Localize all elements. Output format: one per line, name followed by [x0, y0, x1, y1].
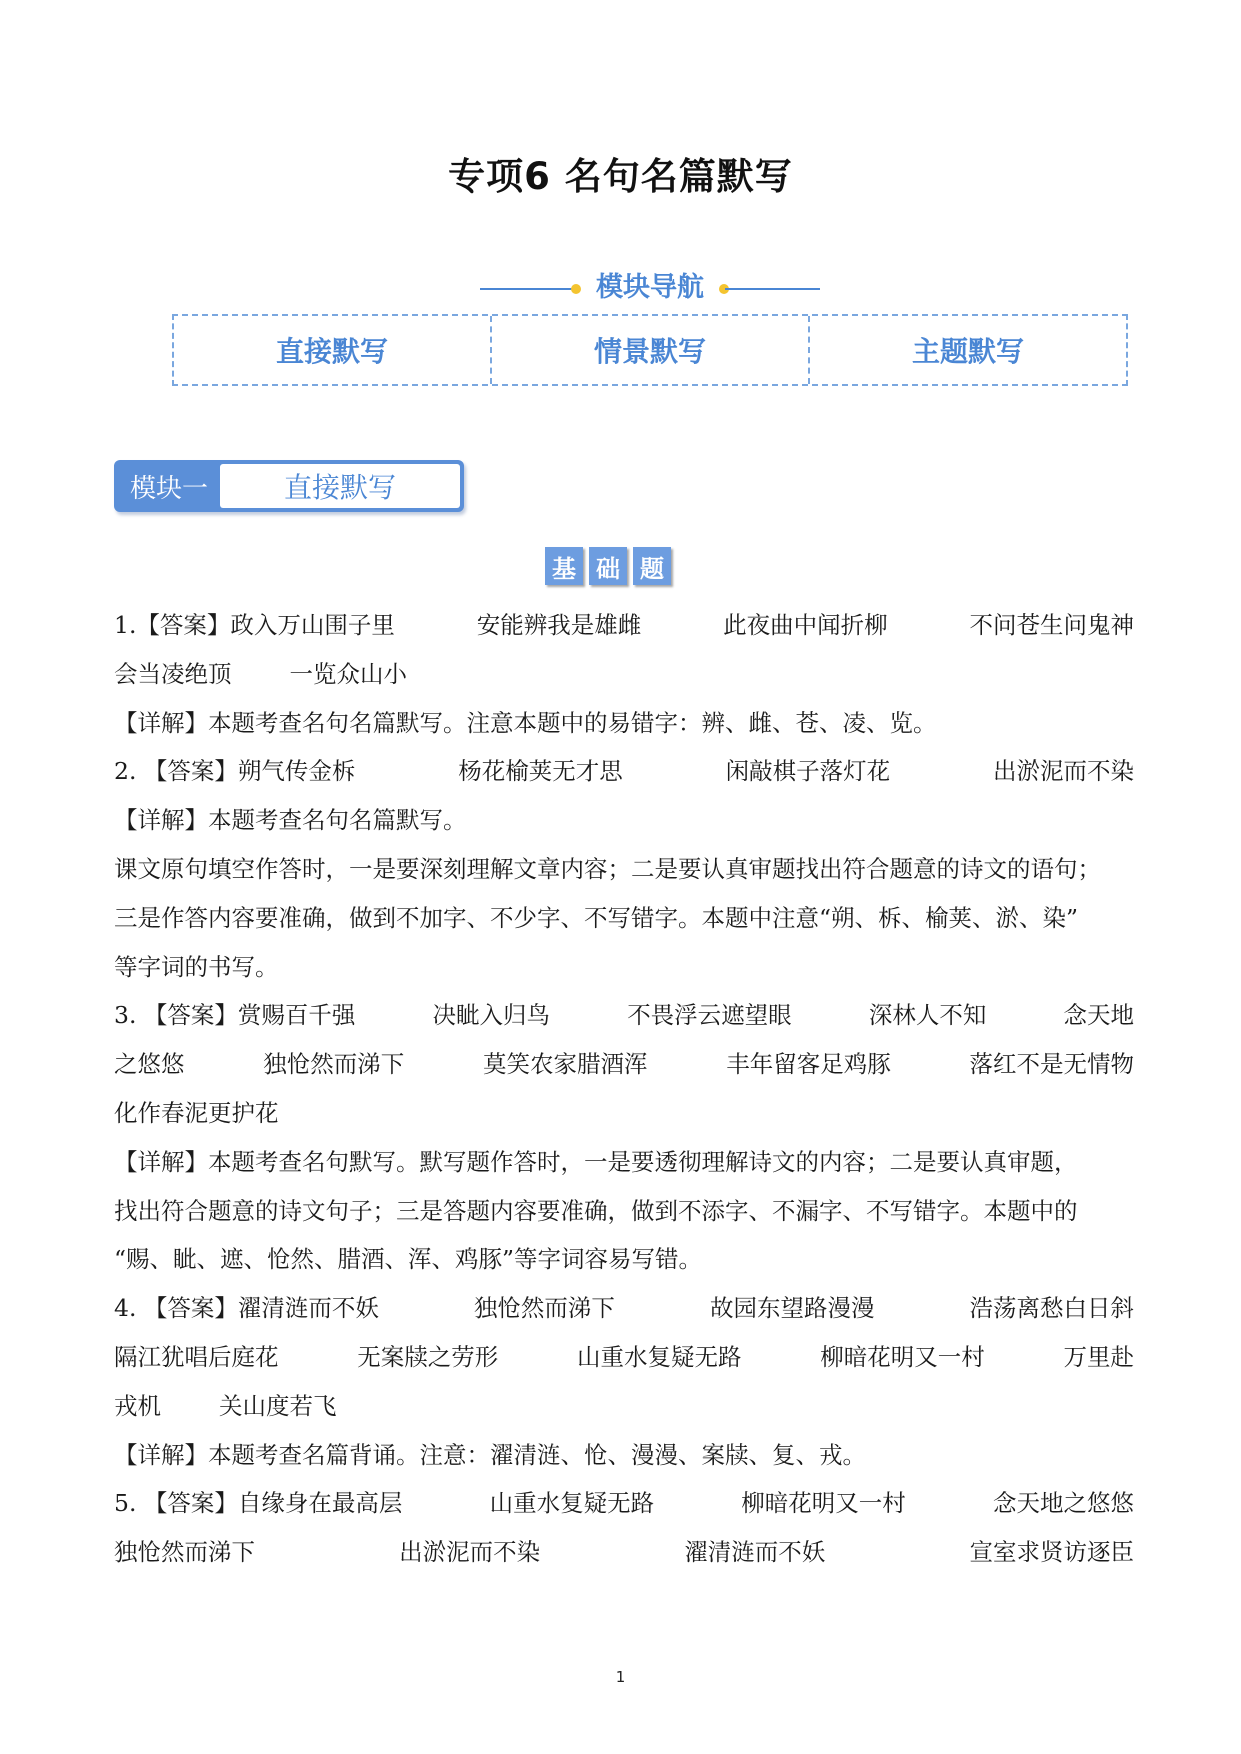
answer-segment: 【详解】本题考查名句名篇默写。 [114, 806, 467, 835]
nav-item-scenario-dictation[interactable]: 情景默写 [492, 316, 810, 384]
answer-segment: “赐、眦、遮、怆然、腊酒、浑、鸡豚”等字词容易写错。 [114, 1245, 703, 1274]
answer-content [114, 601, 1134, 1577]
text-line [114, 1187, 1134, 1236]
module-navigation-header [480, 268, 820, 308]
answer-segment: 决眦入归鸟 [432, 1001, 551, 1030]
answer-segment: 闲敲棋子落灯花 [725, 757, 891, 786]
answer-line [114, 1479, 1134, 1528]
answer-segment: 独怆然而涕下 [263, 1050, 405, 1079]
answer-segment: 化作春泥更护花 [114, 1098, 279, 1127]
module-name: 直接默写 [220, 464, 460, 508]
level-badge [545, 547, 671, 585]
text-line [114, 1089, 1134, 1138]
navigation-title: 模块导航 [596, 272, 704, 303]
answer-segment: 万里赴 [1063, 1342, 1134, 1371]
answer-line [114, 650, 1134, 699]
answer-segment: 隔江犹唱后庭花 [114, 1342, 279, 1371]
answer-segment: 不畏浮云遮望眼 [627, 1001, 792, 1030]
answer-segment: 山重水复疑无路 [489, 1489, 655, 1518]
module-banner [114, 460, 464, 512]
level-char: 题 [633, 547, 671, 585]
answer-segment: 2. 【答案】朔气传金柝 [114, 757, 356, 786]
answer-segment: 故园东望路漫漫 [709, 1294, 875, 1323]
nav-item-direct-dictation[interactable]: 直接默写 [174, 316, 492, 384]
answer-segment: 独怆然而涕下 [114, 1538, 255, 1567]
decorative-line [725, 288, 820, 290]
answer-segment: 山重水复疑无路 [577, 1342, 742, 1371]
answer-line [114, 1284, 1134, 1333]
module-navigation-table [172, 314, 1128, 386]
text-line [114, 894, 1134, 943]
answer-segment: 浩荡离愁白日斜 [969, 1294, 1134, 1323]
answer-line [114, 1040, 1134, 1089]
answer-segment: 课文原句填空作答时，一是要深刻理解文章内容；二是要认真审题找出符合题意的诗文的语句； [114, 854, 1101, 883]
answer-segment: 【详解】本题考查名篇背诵。注意：濯清涟、怆、漫漫、案牍、复、戎。 [114, 1440, 866, 1469]
answer-segment: 关山度若飞 [219, 1391, 337, 1420]
answer-segment: 【详解】本题考查名句名篇默写。注意本题中的易错字：辨、雌、苍、凌、览。 [114, 708, 937, 737]
text-line [114, 943, 1134, 992]
answer-segment: 5. 【答案】自缘身在最高层 [114, 1489, 403, 1518]
answer-segment: 1.【答案】政入万山围子里 [114, 611, 395, 639]
level-char: 基 [545, 547, 583, 585]
answer-segment: 濯清涟而不妖 [684, 1538, 826, 1567]
answer-line [114, 747, 1134, 796]
answer-segment: 一览众山小 [289, 659, 407, 688]
answer-segment: 杨花榆荚无才思 [458, 757, 623, 786]
answer-line [114, 1528, 1134, 1577]
answer-segment: 会当凌绝顶 [114, 659, 232, 688]
answer-segment: 无案牍之劳形 [357, 1342, 499, 1371]
text-line [114, 699, 1134, 748]
page-title: 专项6 名句名篇默写 [448, 155, 793, 198]
answer-segment: 出淤泥而不染 [992, 757, 1134, 786]
answer-segment: 三是作答内容要准确，做到不加字、不少字、不写错字。本题中注意“朔、柝、榆荚、淤、染” [114, 903, 1079, 932]
nav-item-theme-dictation[interactable]: 主题默写 [911, 335, 1024, 368]
level-char: 础 [589, 547, 627, 585]
answer-segment: 落红不是无情物 [969, 1050, 1134, 1079]
answer-segment: 【详解】本题考查名句默写。默写题作答时，一是要透彻理解诗文的内容；二是要认真审题， [114, 1147, 1078, 1176]
answer-segment: 戎机 [114, 1391, 161, 1420]
answer-segment: 柳暗花明又一村 [820, 1342, 985, 1371]
answer-segment: 之悠悠 [114, 1050, 185, 1079]
answer-segment: 独怆然而涕下 [473, 1294, 615, 1323]
segment-gap [161, 1382, 219, 1431]
page-number: 1 [615, 1668, 626, 1686]
segment-gap [232, 650, 290, 699]
answer-segment: 深林人不知 [868, 1001, 987, 1030]
answer-segment: 安能辨我是雄雌 [476, 611, 642, 639]
answer-segment: 出淤泥而不染 [399, 1538, 541, 1567]
answer-segment: 不问苍生问鬼神 [969, 611, 1134, 639]
answer-line [114, 991, 1134, 1040]
answer-line [114, 601, 1134, 650]
answer-segment: 此夜曲中闻折柳 [723, 611, 888, 639]
answer-segment: 柳暗花明又一村 [741, 1489, 906, 1518]
text-line [114, 1235, 1134, 1284]
answer-segment: 丰年留客足鸡豚 [726, 1050, 891, 1079]
answer-segment: 宣室求贤访逐臣 [969, 1538, 1134, 1567]
answer-line [114, 1333, 1134, 1382]
answer-segment: 莫笑农家腊酒浑 [483, 1050, 648, 1079]
answer-segment: 3. 【答案】赏赐百千强 [114, 1001, 356, 1030]
decorative-line [480, 288, 575, 290]
text-line [114, 1431, 1134, 1480]
text-line [114, 845, 1134, 894]
answer-line [114, 1382, 1134, 1431]
text-line [114, 796, 1134, 845]
answer-segment: 找出符合题意的诗文句子；三是答题内容要准确，做到不添字、不漏字、不写错字。本题中的 [114, 1196, 1078, 1225]
answer-segment: 4. 【答案】濯清涟而不妖 [114, 1294, 379, 1323]
module-label: 模块一 [129, 473, 208, 504]
answer-segment: 念天地 [1063, 1001, 1134, 1030]
answer-segment: 念天地之悠悠 [992, 1489, 1134, 1518]
text-line [114, 1138, 1134, 1187]
answer-segment: 等字词的书写。 [114, 952, 279, 981]
